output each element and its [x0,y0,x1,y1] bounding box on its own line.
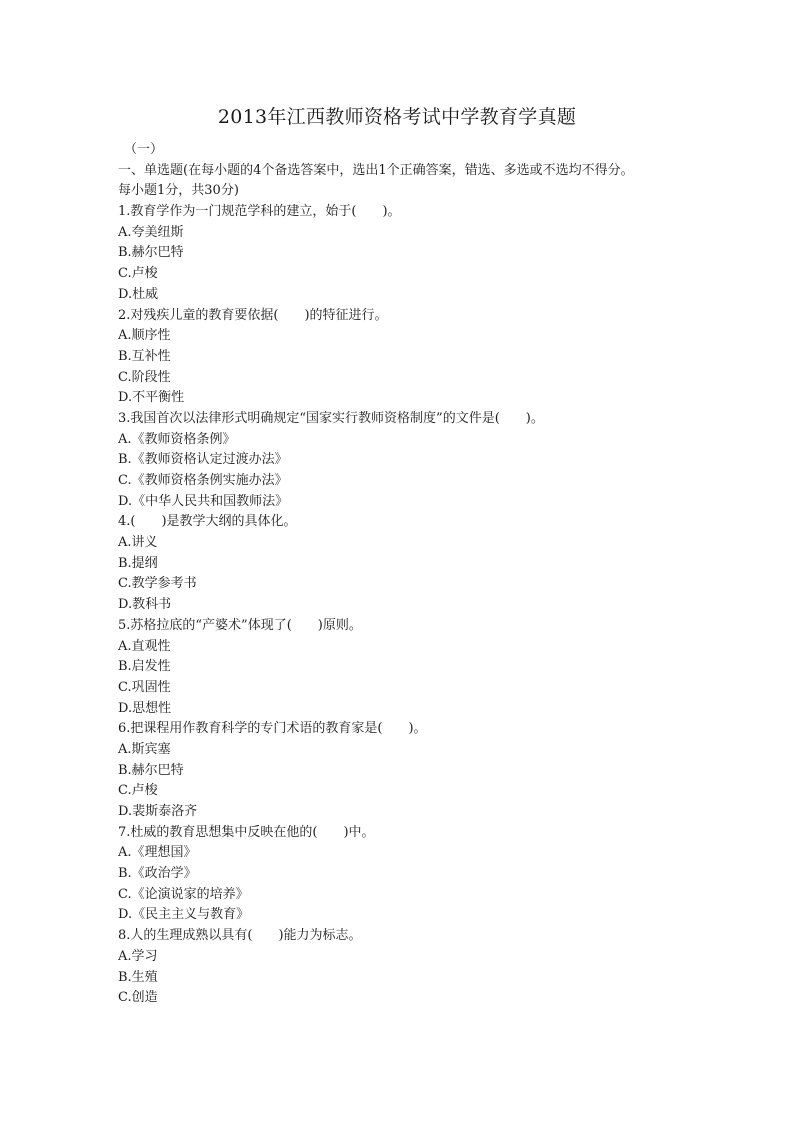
question-option: C.教学参考书 [118,576,197,592]
question-stem: 8.人的生理成熟以具有( )能力为标志。 [118,928,362,944]
question-option: D.思想性 [118,700,172,716]
question-option: C.巩固性 [118,679,171,695]
question-option: A.《理想国》 [118,845,197,861]
question-option: B.《政治学》 [118,866,197,882]
instructions-line-1: 一、单选题(在每小题的4个备选答案中，选出1个正确答案，错选、多选或不选均不得分。 [118,162,634,178]
question-option: B.赫尔巴特 [118,245,184,261]
question-option: D.不平衡性 [118,390,185,406]
question-option: B.互补性 [118,348,171,364]
question-option: A.顺序性 [118,328,171,344]
question-stem: 7.杜威的教育思想集中反映在他的( )中。 [118,824,375,840]
question-option: C.卢梭 [118,266,158,282]
question-stem: 3.我国首次以法律形式明确规定“国家实行教师资格制度”的文件是( )。 [118,410,544,426]
question-option: D.《民主主义与教育》 [118,907,250,923]
question-stem: 2.对残疾儿童的教育要依据( )的特征进行。 [118,307,388,323]
document-title: 2013年江西教师资格考试中学教育学真题 [217,106,577,128]
question-option: D.《中华人民共和国教师法》 [118,493,289,509]
question-option: B.提纲 [118,555,158,571]
instructions-line-2: 每小题1分，共30分) [118,183,239,199]
question-option: A.讲义 [118,535,158,551]
question-option: A.学习 [118,948,158,964]
question-option: D.杜威 [118,286,159,302]
question-stem: 4.( )是教学大纲的具体化。 [118,514,297,530]
question-stem: 6.把课程用作教育科学的专门术语的教育家是( )。 [118,721,427,737]
question-option: B.启发性 [118,659,171,675]
question-stem: 5.苏格拉底的“产婆术”体现了( )原则。 [118,617,362,633]
question-option: C.创造 [118,990,158,1006]
question-option: C.《教师资格条例实施办法》 [118,473,288,488]
question-option: B.《教师资格认定过渡办法》 [118,452,288,468]
question-option: B.生殖 [118,969,158,985]
question-option: A.夸美纽斯 [118,224,184,240]
question-stem: 1.教育学作为一门规范学科的建立，始于( )。 [118,204,401,220]
section-marker: （一） [124,142,164,157]
question-option: B.赫尔巴特 [118,762,184,778]
document-body [118,140,718,1009]
question-option: A.《教师资格条例》 [118,431,236,447]
question-option: A.斯宾塞 [118,741,171,757]
question-option: C.阶段性 [118,369,171,385]
question-option: C.《论演说家的培养》 [118,886,249,902]
question-option: C.卢梭 [118,783,158,799]
question-option: D.教科书 [118,597,172,613]
question-option: D.裴斯泰洛齐 [118,804,198,819]
question-option: A.直观性 [118,638,171,654]
